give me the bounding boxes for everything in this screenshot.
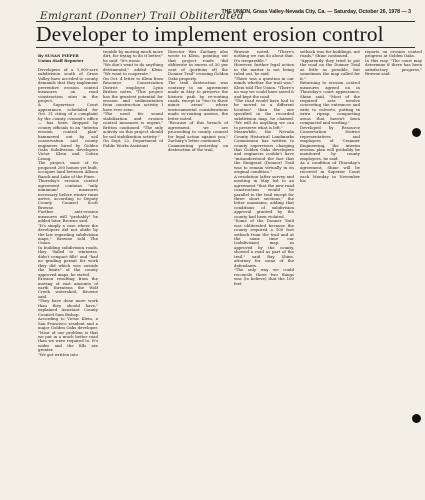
punch-hole-top (412, 128, 421, 137)
article-column-4: Browne noted, "There's nothing we can do about that. It's irreparable." However, further legal action in the matter is not being ruled out, he said. "There was a question in our minds whether the trail was," Klein told The Union. "There's no way we could have saved it and kept the road. "The road would have had to be moved to a different location" than the one specified in the recorded subdivision map, he claimed. "We will do anything we can to preserve what is left." Meanwhile, the Nevada County Historical Landmarks Commission has written to county supervisors charging that Golden Oaks developers and engineers couldn't have "misunderstood the fact that the Emigrant (Donner) Trail was to remain virtually in its original condition." A resolution (after survey and meeting in May led to an agreement "that the new road construction would be parallel to the trail except for three short sections," the letter maintains, adding that conditions of subdivision approval granted by the county had been violated. "Some of the Donner Trail was obliterated because the county required a 100 foot setback from the trail and at the same time our (subdivision) map, as approved by the county, showed a road as part of the trail," said Ray Shine, attorney for some of the defendants. "The only way we could reconcile those two things was (to believe) that the 100 feet (234, 50, 294, 286)
article-column-3: Director Wes Zachary also wrote to Klein, pointing out that project roads "did obliterate in excess of 30 per cent of (portions of) the Donner Trail" crossing Golden Oaks property. The trail destruction was contrary to an agreement made in May to preserve the historic path by re-routing roads, except in "two to three minor areas" where environmental considerations made re-routing unwise, the letter noted. "Because of this breach of agreement, we are proceeding to county counsel for legal action against you," Zachary's letter continued. Commenting yesterday on destruction of the trail, (168, 50, 228, 152)
article-column-2: trouble by moving much more dirt, for trying to do it better," he said. "It's ironic. "We don't want to do anything detrimental," added Klein. "We want to cooperate." On Oct. 4 letter to Klein from Resource Conservation District employee Lynn Britton notes, "This project has the greatest potential for erosion and sedimentation from construction activity I have ever seen. "The need for sound stabilization and erosion control measures is urgent," Britton continued. "The only activity on this project should be soil stabilization activity." On Sept. 22, Department of Public Works Assistant (103, 50, 163, 148)
punch-hole-bottom (412, 414, 421, 423)
article-column-1 (38, 50, 98, 380)
handwritten-note: Emigrant (Donner) Trail Obliterated (40, 10, 245, 22)
headline: Developer to implement erosion control (36, 22, 384, 46)
dateline: THE UNION, Grass Valley-Nevada City, Ca. — Saturday, October 26, 1978 — 3 (221, 9, 411, 15)
column-1-text: Developers of a 1,000-acre subdivision south of Grass Valley have acceded to county demands that they implement preventive erosion control measures on road construction sites in the project. A Supervisor Court appearance, scheduled for Oct. 31 citing of a complaint by the county counsel's office — has been dropped by county officials to an "interim erosion control plan" hammered out by soil conservation and county engineers hired by Golden Oaks Subdivision developers Victor Klein and Calvin Leong. The project, most of its proposed 200 homes yet built, occupies land between Allison Ranch and Lake of the Pines. Thursday's erosion control agreement contains "only minimum" measures necessary before winter rains arrive, according to Deputy County Counsel Scott Browne. Further anti-erosion measures will "probably" be added later, Browne said. "It's simply a case where the developers did not abide by the law regarding subdivision maps," Browne told The Union. In building subdivision roads, they "failed to winterize, didn't compact fills" and "had no grading permit for work they did which was outside the limits" of the county approved maps, he stated. Erosion resulting from the moving of vast amounts of earth threatens the Wolf Creek watershed, Browne said. "They have done more work than they should have," explained Assistant County Counsel Sam Bishop. According to Victor Klein, a San Francisco resident and a major Golden Oaks developer, "Most of our problem is that we put in a much better road than we were required to. It's wider and the fills are greater. "We got written into (38, 66, 98, 357)
byline: By SUSAN PIEPER Union Staff Reporter (38, 53, 84, 63)
headline-rule (36, 47, 415, 48)
article-column-6: reports on erosion control progress at Golden Oaks. In this way, "The court may determine if there has been satisfactory progress," Browne said. (365, 50, 422, 77)
article-column-5: setback was for buildings, not roads," Shine continued. "Apparently they tried to put the road on the Donner Trail as little as possible, but sometimes the map called for it." Returning to erosion control measures agreed on in Thursday's court appearance, Shine said, "Most of the required acts involve concreting the entrances and exits to culverts, putting in extra riprap, compacting areas that haven't been compacted and seeding." Developed by Resource Conservation District representatives and employees of Cranmer Engineering, the interim erosion plan will probably be monitored by county employees, he said. As a condition of Thursday's agreement, Shine will be received in Superior Court each Monday in November his (300, 50, 360, 184)
